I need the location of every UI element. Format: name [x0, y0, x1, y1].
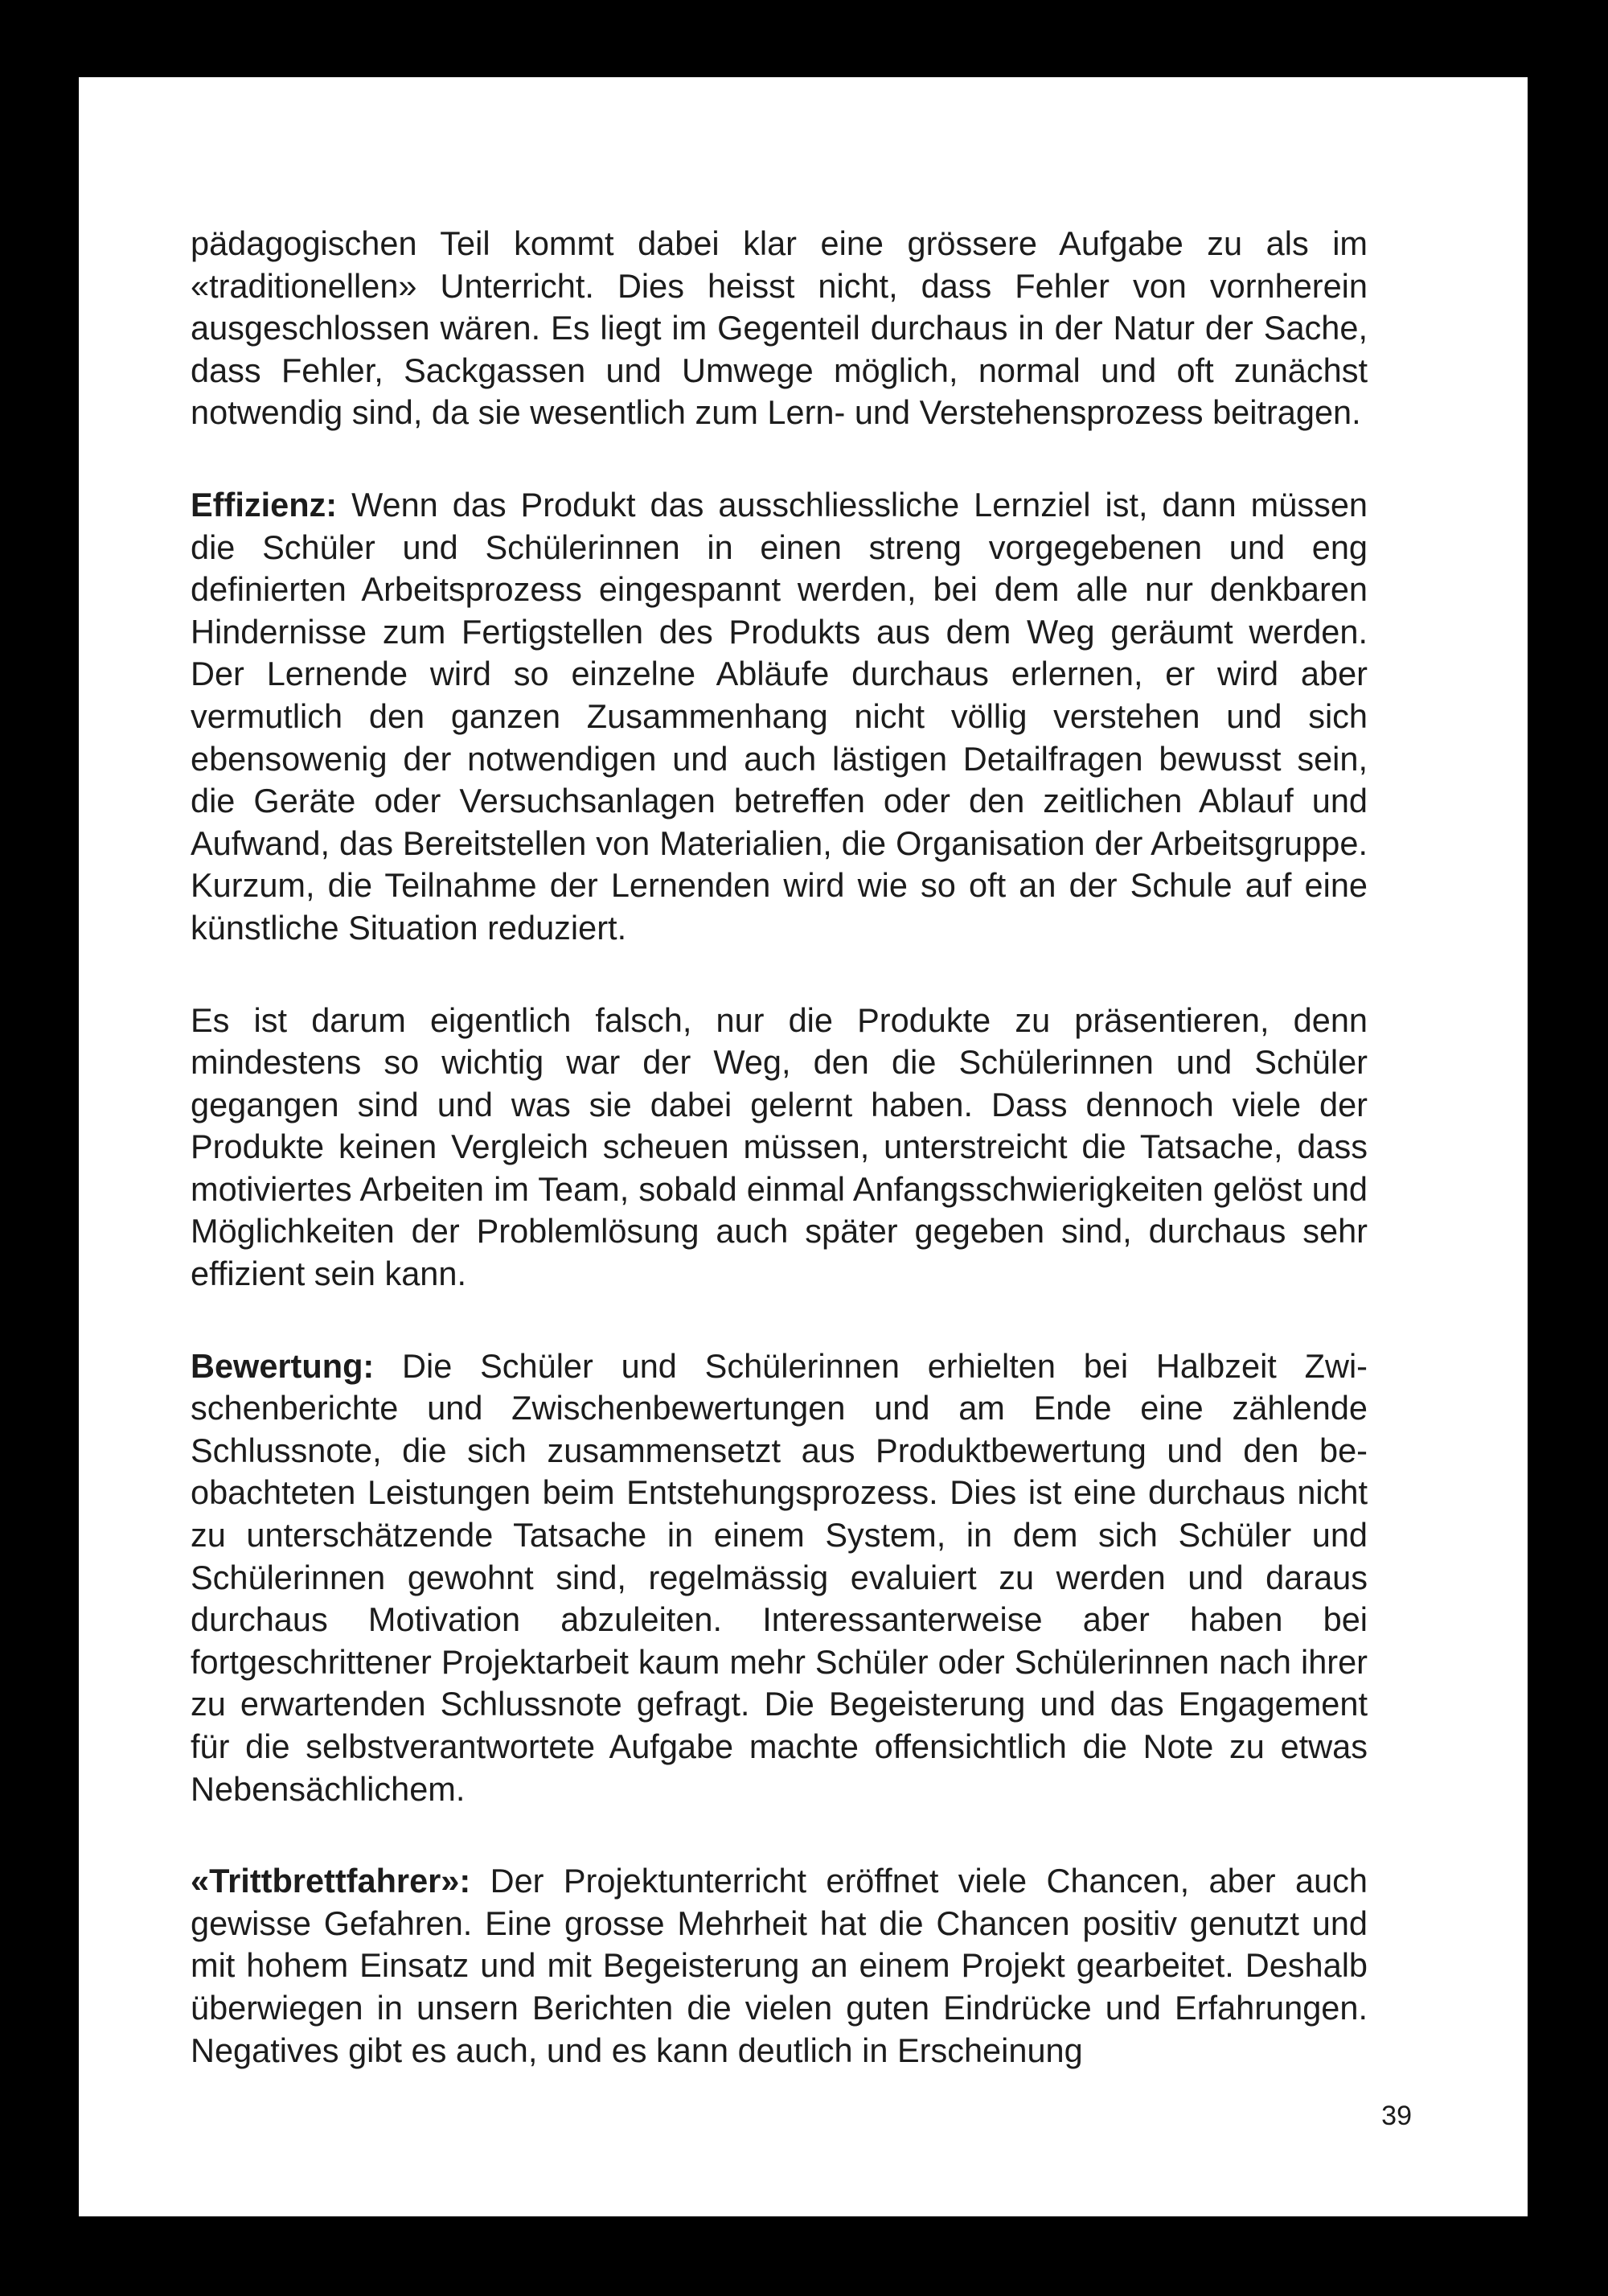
paragraph-effizienz-lead: Effizienz:	[191, 485, 338, 524]
paragraph-effizienz-text: Wenn das Produkt das ausschliessliche Lernziel ist, dann müssen die Schüler und Schülerinnen in einen streng vorgegebenen und eng definierten Arbeitsprozess eingespannt werden, bei dem alle nur denkbaren Hindernisse zum Fertigstellen des Produkts aus dem Weg geräumt werden. Der Lernende wird so einzelne Abläufe durchaus erlernen, er wird aber vermutlich den ganzen Zusammenhang nicht völlig verstehen und sich ebensowenig der notwendigen und auch lästigen Detailfragen bewusst sein, die Geräte oder Versuchsanlagen betreffen oder den zeitlichen Ablauf und Aufwand, das Bereitstellen von Materialien, die Organisation der Arbeitsgruppe. Kurzum, die Teilnahme der Lernenden wird wie so oft an der Schule auf eine künstliche Situation reduziert.	[191, 485, 1368, 947]
paragraph-3	[191, 1000, 1368, 1296]
paragraph-1	[191, 223, 1368, 434]
document-page	[79, 77, 1528, 2216]
paragraph-trittbrettfahrer	[191, 1860, 1368, 2072]
paragraph-bewertung	[191, 1345, 1368, 1811]
paragraph-3-text: Es ist darum eigentlich falsch, nur die Produkte zu präsentieren, denn mindestens so wichtig war der Weg, den die Schülerinnen und Schüler gegangen sind und was sie dabei gelernt haben. Dass dennoch viele der Produkte keinen Vergleich scheuen müssen, unterstreicht die Tatsache, dass motiviertes Arbeiten im Team, sobald einmal Anfangsschwierigkeiten gelöst und Möglichkeiten der Problemlösung auch später gegeben sind, durchaus sehr effizient sein kann.	[191, 1000, 1368, 1293]
paragraph-1-text: pädagogischen Teil kommt dabei klar eine grössere Aufgabe zu als im «traditionellen» Unterricht. Dies heisst nicht, dass Fehler von vornherein ausgeschlossen wären. Es liegt im Gegenteil durchaus in der Natur der Sache, dass Fehler, Sackgassen und Umwege möglich, normal und oft zunächst notwendig sind, da sie wesentlich zum Lern- und Verstehensprozess beitragen.	[191, 224, 1368, 432]
paragraph-effizienz	[191, 484, 1368, 950]
paragraph-trittbrettfahrer-lead: «Trittbrettfahrer»:	[191, 1862, 471, 1900]
paragraph-bewertung-text: Die Schüler und Schülerinnen erhielten bei Halbzeit Zwischenberichte und Zwischenbewertungen und am Ende eine zählende Schlussnote, die sich zusammensetzt aus Produktbewertung und den beobachteten Leistungen beim Entstehungsprozess. Dies ist eine durchaus nicht zu unterschätzende Tatsache in einem System, in dem sich Schüler und Schülerinnen gewohnt sind, regelmässig evaluiert zu werden und daraus durchaus Motivation abzuleiten. Interessanterweise aber haben bei fortgeschrittener Projektarbeit kaum mehr Schüler oder Schülerinnen nach ihrer zu erwartenden Schlussnote gefragt. Die Begeisterung und das Engagement für die selbstverantwortete Aufgabe machte offensichtlich die Note zu etwas Nebensächlichem.	[191, 1346, 1368, 1808]
page-number: 39	[1381, 2101, 1412, 2131]
body-text	[191, 223, 1368, 2121]
paragraph-trittbrettfahrer-text: Der Projektunterricht eröffnet viele Chancen, aber auch gewisse Gefahren. Eine grosse Mehrheit hat die Chancen positiv genutzt und mit hohem Einsatz und mit Begeisterung an einem Projekt gearbeitet. Deshalb überwiegen in unsern Berichten die vielen guten Eindrücke und Erfahrungen. Negatives gibt es auch, und es kann deutlich in Erscheinung	[191, 1862, 1368, 2069]
paragraph-bewertung-lead: Bewertung:	[191, 1346, 375, 1385]
